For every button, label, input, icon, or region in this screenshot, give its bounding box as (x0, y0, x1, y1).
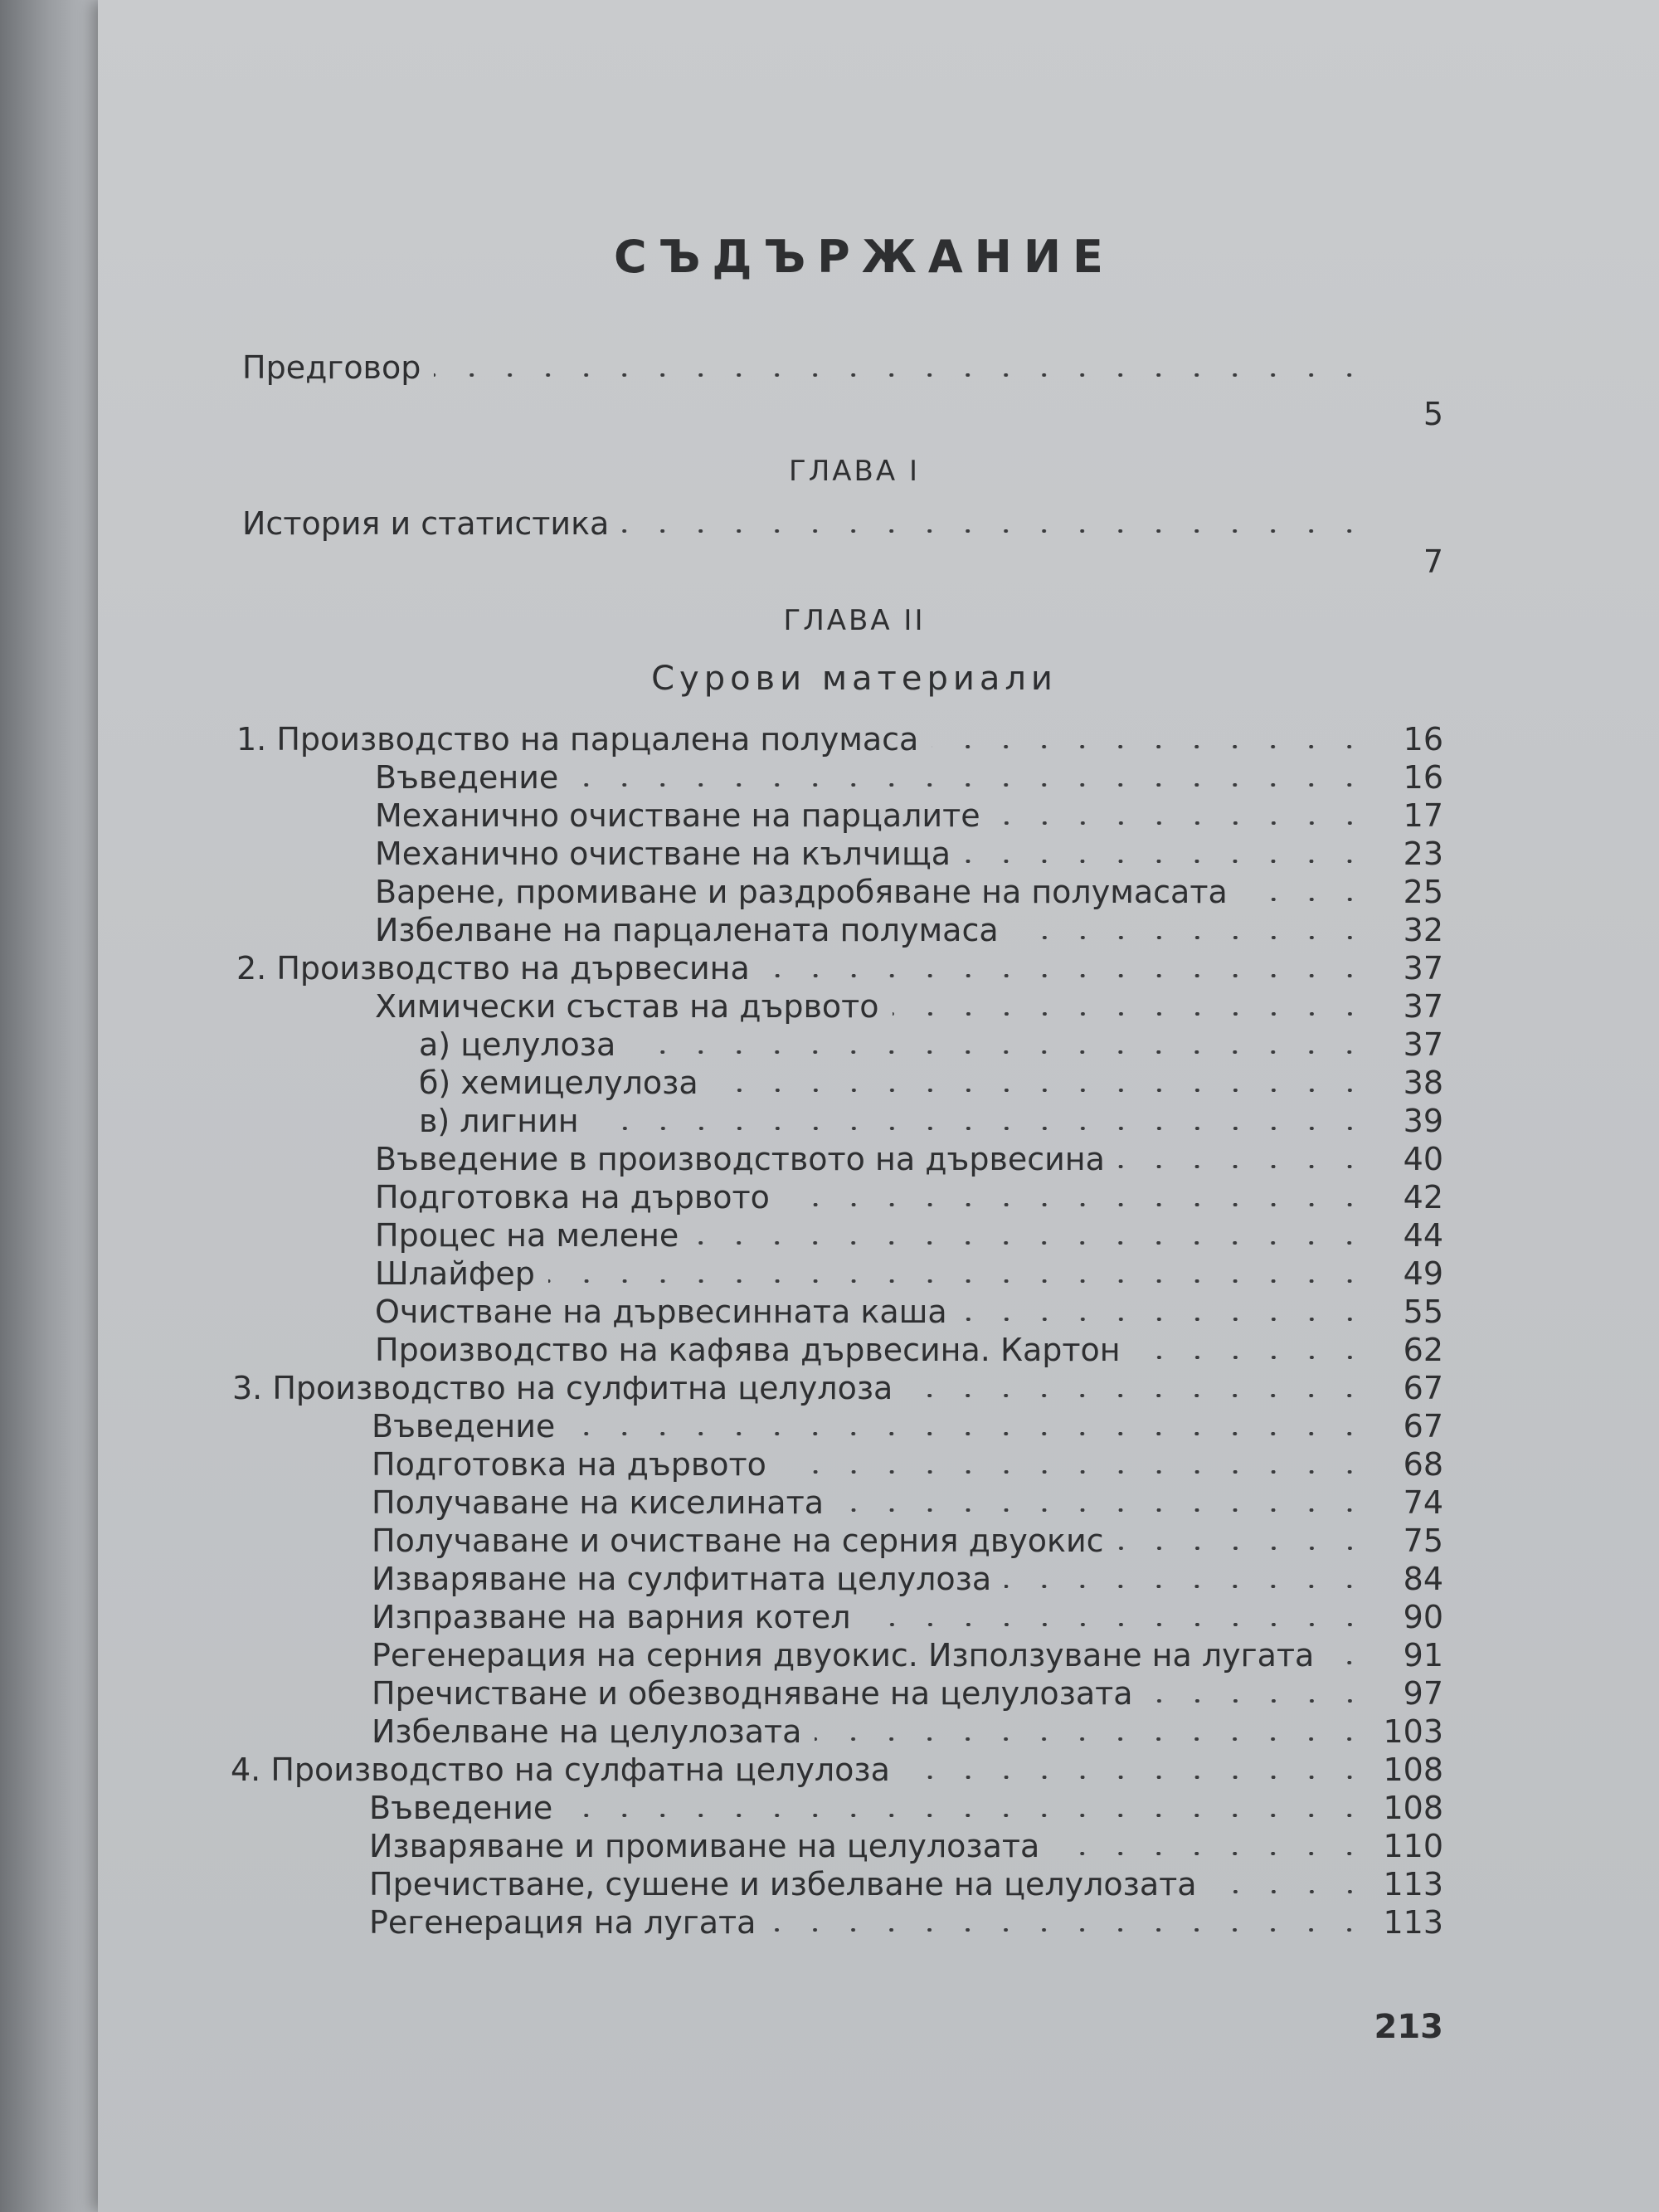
toc-entry-label: Процес на мелене (375, 1217, 679, 1254)
toc-entry-label: Въведение (369, 1790, 553, 1826)
toc-entry (236, 720, 1443, 758)
toc-entry-page: 103 (1383, 1713, 1443, 1750)
toc-entry (375, 835, 1443, 873)
toc-entry-label: Регенерация на лугата (369, 1904, 757, 1941)
toc-entry (375, 1331, 1443, 1369)
toc-entry (419, 1064, 1443, 1102)
toc-entry-page: 7 (1423, 543, 1443, 580)
toc-entry-label: Изваряване на сулфитната целулоза (372, 1561, 992, 1597)
dot-leader (1053, 1852, 1369, 1855)
toc-entry-page: 42 (1403, 1179, 1443, 1216)
toc-entry-page: 90 (1403, 1599, 1443, 1635)
dot-leader (1134, 1356, 1369, 1359)
toc-entry (372, 1598, 1443, 1636)
toc-entry (419, 1102, 1443, 1140)
dot-leader (964, 860, 1369, 863)
toc-entry-label: Механично очистване на кълчища (375, 836, 951, 872)
toc-entry-page: 84 (1403, 1561, 1443, 1597)
dot-leader (906, 1394, 1369, 1397)
dot-leader (712, 1089, 1369, 1092)
toc-entry-label: Производство на кафява дървесина. Картон (375, 1332, 1121, 1368)
toc-entry-label: Подготовка на дървото (372, 1446, 766, 1483)
toc-entry (369, 1865, 1443, 1903)
toc-entry-label: История и статистика (242, 505, 610, 542)
dot-leader (1117, 1547, 1369, 1550)
dot-leader (1005, 1585, 1369, 1588)
toc-entry-page: 113 (1383, 1866, 1443, 1903)
dot-leader (1327, 1661, 1369, 1664)
toc-entry (375, 1216, 1443, 1255)
dot-leader (893, 1012, 1369, 1016)
toc-entry-label: Получаване и очистване на серния двуокис (372, 1523, 1104, 1559)
toc-entry-page: 75 (1403, 1523, 1443, 1559)
toc-entry-label: 1. Производство на парцалена полумаса (236, 721, 919, 758)
toc-entry (372, 1674, 1443, 1713)
toc-entry-label: Въведение (372, 1408, 556, 1445)
dot-leader (1210, 1890, 1369, 1893)
toc-entry (375, 987, 1443, 1026)
toc-entry-label: Шлайфер (375, 1255, 535, 1292)
toc-entry-page: 91 (1403, 1637, 1443, 1674)
dot-leader (692, 1241, 1369, 1245)
toc-entry (242, 348, 1443, 432)
dot-leader (903, 1776, 1369, 1779)
toc-entry (372, 1445, 1443, 1484)
toc-entry (372, 1636, 1443, 1674)
toc-entry-label: 4. Производство на сулфатна целулоза (231, 1752, 890, 1788)
dot-leader (815, 1737, 1369, 1741)
toc-entry (372, 1407, 1443, 1445)
toc-entry-page: 25 (1403, 874, 1443, 910)
toc-entry-label: Механично очистване на парцалите (375, 797, 980, 834)
toc-entry-label: Пречистване и обезводняване на целулозата (372, 1675, 1133, 1712)
toc-entry-label: Въведение в производството на дървесина (375, 1141, 1105, 1177)
toc-entry (369, 1827, 1443, 1865)
toc-entry-page: 37 (1403, 1026, 1443, 1063)
toc-entry-label: Подготовка на дървото (375, 1179, 770, 1216)
dot-leader (592, 1127, 1369, 1130)
toc-entry (419, 1026, 1443, 1064)
toc-entry (372, 1484, 1443, 1522)
toc-entry-label: а) целулоза (419, 1026, 616, 1063)
toc-entry-page: 110 (1383, 1828, 1443, 1864)
toc-entry-page: 17 (1403, 797, 1443, 834)
page-number: 213 (1374, 2008, 1443, 2046)
toc-entry (375, 797, 1443, 835)
toc-entry-page: 62 (1403, 1332, 1443, 1368)
toc-entry-label: Регенерация на серния двуокис. Използуване на лугата (372, 1637, 1315, 1674)
page-title: СЪДЪРЖАНИЕ (614, 231, 1115, 283)
dot-leader (932, 745, 1369, 748)
toc-entry-label: Изваряване и промиване на целулозата (369, 1828, 1040, 1864)
toc-entry (236, 949, 1443, 987)
dot-leader (548, 1279, 1369, 1283)
toc-entry-label: Очистване на дървесинната каша (375, 1294, 947, 1330)
toc-entry (375, 911, 1443, 949)
toc-entry-page: 67 (1403, 1370, 1443, 1406)
toc-entry-label: 3. Производство на сулфитна целулоза (232, 1370, 893, 1406)
toc-entry-label: Пречистване, сушене и избелване на целулозата (369, 1866, 1197, 1903)
toc-entry-page: 68 (1403, 1446, 1443, 1483)
toc-entry (242, 504, 1443, 580)
dot-leader (434, 373, 1369, 377)
toc-entry (369, 1789, 1443, 1827)
toc-entry (375, 758, 1443, 797)
dot-leader (566, 1814, 1369, 1817)
toc-entry-label: Въведение (375, 759, 559, 796)
toc-entry-label: Избелване на парцалената полумаса (375, 912, 999, 948)
toc-entry-page: 32 (1403, 912, 1443, 948)
toc-entry-page: 55 (1403, 1294, 1443, 1330)
toc-entry-page: 16 (1403, 759, 1443, 796)
toc-entry (375, 1140, 1443, 1178)
toc-entry (372, 1560, 1443, 1598)
toc-entry-label: Предговор (242, 349, 421, 386)
toc-entry-page: 74 (1403, 1484, 1443, 1521)
toc-entry-page: 113 (1383, 1904, 1443, 1941)
dot-leader (1012, 936, 1369, 939)
toc-entry-page: 37 (1403, 950, 1443, 987)
toc-entry (375, 1178, 1443, 1216)
dot-leader (1118, 1165, 1369, 1168)
toc-entry-label: в) лигнин (419, 1103, 579, 1139)
dot-leader (572, 783, 1369, 787)
dot-leader (568, 1432, 1369, 1435)
toc-entry-label: Варене, промиване и раздробяване на полумасата (375, 874, 1228, 910)
dot-leader (622, 529, 1369, 533)
dot-leader (769, 1928, 1369, 1932)
toc-entry-page: 37 (1403, 988, 1443, 1025)
toc-entry-page: 40 (1403, 1141, 1443, 1177)
dot-leader (1146, 1699, 1369, 1703)
dot-leader (994, 821, 1369, 825)
toc-entry-page: 44 (1403, 1217, 1443, 1254)
toc-entry-page: 23 (1403, 836, 1443, 872)
section-heading: Сурови материали (651, 660, 1058, 698)
toc-entry-page: 67 (1403, 1408, 1443, 1445)
dot-leader (864, 1623, 1369, 1626)
toc-entry (375, 1255, 1443, 1293)
toc-entry-label: б) хемицелулоза (419, 1065, 698, 1101)
toc-entry-label: Получаване на киселината (372, 1484, 824, 1521)
toc-entry-page: 108 (1383, 1752, 1443, 1788)
dot-leader (837, 1508, 1369, 1512)
toc-entry (369, 1903, 1443, 1942)
toc-entry-page: 108 (1383, 1790, 1443, 1826)
toc-entry-label: Химически състав на дървото (375, 988, 879, 1025)
dot-leader (961, 1318, 1369, 1321)
toc-entry (232, 1369, 1443, 1407)
toc-entry-label: 2. Производство на дървесина (236, 950, 750, 987)
toc-entry-page: 16 (1403, 721, 1443, 758)
dot-leader (780, 1470, 1369, 1474)
toc-entry-label: Избелване на целулозата (372, 1713, 802, 1750)
toc-entry-page: 5 (1423, 396, 1443, 432)
dot-leader (783, 1203, 1369, 1206)
toc-entry-page: 49 (1403, 1255, 1443, 1292)
toc-entry (372, 1713, 1443, 1751)
toc-entry-page: 39 (1403, 1103, 1443, 1139)
toc-entry (372, 1522, 1443, 1560)
toc-entry (231, 1751, 1443, 1789)
dot-leader (763, 974, 1369, 977)
chapter-heading: ГЛАВА II (783, 604, 926, 637)
dot-leader (1241, 898, 1369, 901)
chapter-heading: ГЛАВА I (789, 455, 920, 488)
toc-entry (375, 1293, 1443, 1331)
toc-entry (375, 873, 1443, 911)
toc-entry-page: 97 (1403, 1675, 1443, 1712)
dot-leader (629, 1050, 1369, 1054)
toc-entry-label: Изпразване на варния котел (372, 1599, 851, 1635)
toc-entry-page: 38 (1403, 1065, 1443, 1101)
